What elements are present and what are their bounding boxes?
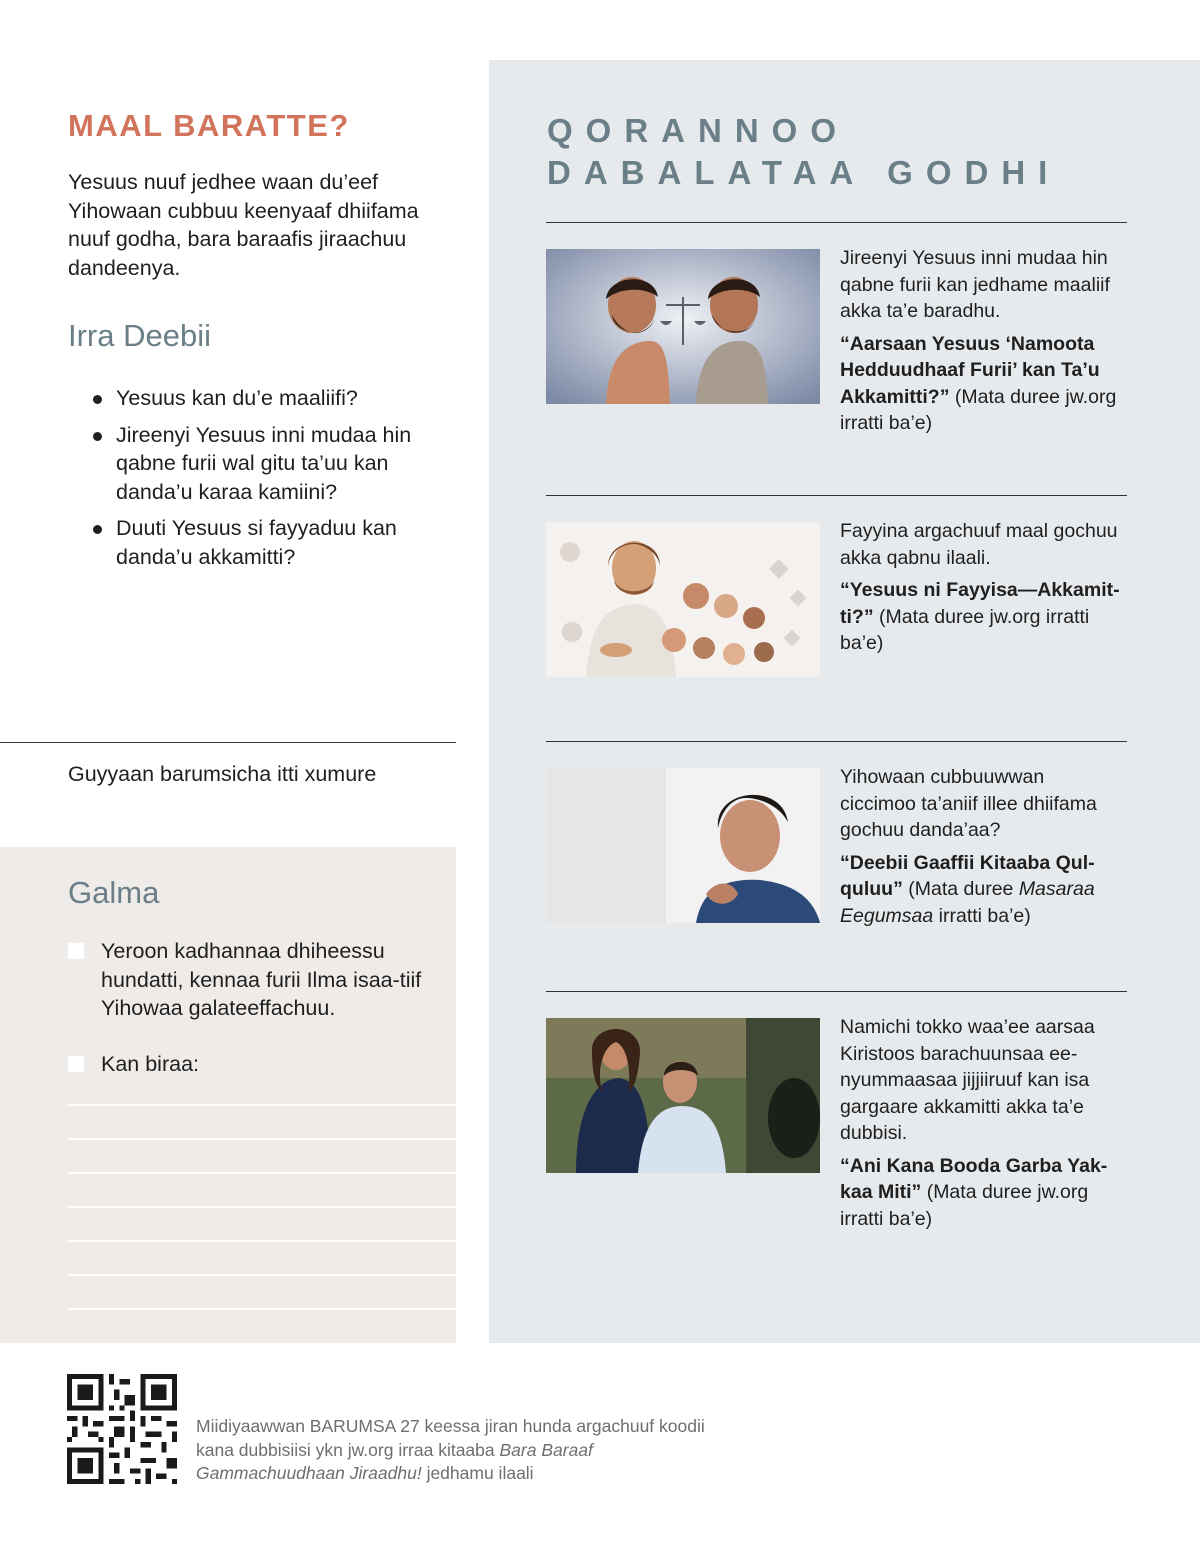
man-praying-image[interactable]: [546, 768, 820, 923]
study-item-text: [840, 1014, 1120, 1238]
writing-line[interactable]: [68, 1206, 456, 1208]
study-item-text: [840, 245, 1120, 443]
study-item-description: Namichi tokko waa’ee aarsaa Kiristoos barachuunsaa ee-nyummaasaa jijjiiruuf kan isa gargaare akkamitti akka ta’e dubbisi.: [840, 1016, 1095, 1144]
divider: [0, 742, 456, 743]
goal-item[interactable]: [68, 937, 438, 1023]
writing-line[interactable]: [68, 1308, 456, 1310]
study-item-reference[interactable]: [840, 1153, 1120, 1233]
footer-note: [196, 1415, 716, 1486]
goal-item-other[interactable]: [68, 1050, 438, 1079]
review-questions: [90, 384, 450, 579]
review-title: Irra Deebii: [68, 318, 211, 353]
further-study-panel: [489, 60, 1200, 1343]
goal-text: Kan biraa:: [101, 1052, 200, 1076]
study-item-reference[interactable]: [840, 577, 1120, 657]
goal-checkbox[interactable]: [68, 943, 84, 959]
study-item-description: Yihowaan cubbuuwwan ciccimoo ta’aniif illee dhiifama gochuu danda’aa?: [840, 766, 1097, 841]
study-item-description: Jireenyi Yesuus inni mudaa hin qabne furii kan jedhame maaliif akka ta’e baradhu.: [840, 247, 1110, 322]
study-item-title: “Deebii Gaaffii Kitaaba Qul-quluu”: [840, 851, 1095, 900]
two-men-scales-image[interactable]: [546, 249, 820, 404]
review-question: Yesuus kan du’e maaliifi?: [90, 384, 450, 413]
footer-book-title: Bara Baraaf Gammachuudhaan Jiraadhu!: [196, 1439, 593, 1483]
footer-note-end: jedhamu ilaali: [421, 1463, 534, 1483]
divider: [546, 741, 1127, 742]
goal-title: Galma: [68, 875, 160, 910]
jesus-and-people-image[interactable]: [546, 522, 820, 677]
goal-checkbox[interactable]: [68, 1056, 84, 1072]
review-question: Jireenyi Yesuus inni mudaa hin qabne furii wal gitu ta’uu kan danda’u karaa kamiini?: [90, 421, 450, 507]
footer-note-text: Miidiyaawwan BARUMSA 27 keessa jiran hunda argachuuf koodii kana dubbisiisi ykn jw.org irraa kitaaba: [196, 1416, 705, 1460]
further-study-title-line1: QORANNOO: [547, 112, 849, 149]
further-study-title-line2: DABALATAA GODHI: [547, 154, 1061, 191]
study-item-source: (Mata duree jw.org irratti ba’e): [840, 385, 1117, 434]
study-item-source-end: irratti ba’e): [933, 904, 1031, 927]
divider: [546, 495, 1127, 496]
section-title: MAAL BARATTE?: [68, 108, 350, 143]
study-item-source: (Mata duree jw.org irratti ba’e): [840, 1181, 1089, 1230]
study-item-source: (Mata duree jw.org irratti ba’e): [840, 605, 1090, 654]
writing-line[interactable]: [68, 1240, 456, 1242]
study-item-source-title: Masaraa Eegumsaa: [840, 878, 1095, 927]
review-question: Duuti Yesuus si fayyaduu kan danda’u akkamitti?: [90, 514, 450, 571]
divider: [546, 222, 1127, 223]
study-item-text: [840, 764, 1120, 935]
couple-conversation-image[interactable]: [546, 1018, 820, 1173]
completion-date-label: Guyyaan barumsicha itti xumure: [68, 762, 377, 786]
study-item-text: [840, 518, 1120, 663]
qr-code[interactable]: [67, 1374, 177, 1484]
writing-line[interactable]: [68, 1104, 456, 1106]
study-item-reference[interactable]: [840, 331, 1120, 437]
goal-text: Yeroon kadhannaa dhiheessu hundatti, kennaa furii Ilma isaa-tiif Yihowaa galateeffachuu.: [101, 939, 422, 1020]
study-item-title: “Aarsaan Yesuus ‘Namoota Hedduudhaaf Furii’ kan Ta’u Akkamitti?”: [840, 332, 1100, 408]
study-item-reference[interactable]: [840, 850, 1120, 930]
study-item-description: Fayyina argachuuf maal gochuu akka qabnu ilaali.: [840, 520, 1118, 569]
writing-line[interactable]: [68, 1274, 456, 1276]
divider: [546, 991, 1127, 992]
qr-code-icon: [67, 1374, 177, 1484]
further-study-title: [547, 110, 1060, 194]
study-item-title: “Ani Kana Booda Garba Yak-kaa Miti”: [840, 1154, 1108, 1203]
goal-panel: [0, 847, 456, 1343]
intro-text: Yesuus nuuf jedhee waan du’eef Yihowaan cubbuu keenyaaf dhiifama nuuf godha, bara baraafis jiraachuu dandeenya.: [68, 170, 419, 280]
writing-line[interactable]: [68, 1172, 456, 1174]
study-item-title: “Yesuus ni Fayyisa—Akkamit-ti?”: [840, 579, 1120, 628]
writing-line[interactable]: [68, 1138, 456, 1140]
study-item-source: (Mata duree: [902, 878, 1019, 900]
